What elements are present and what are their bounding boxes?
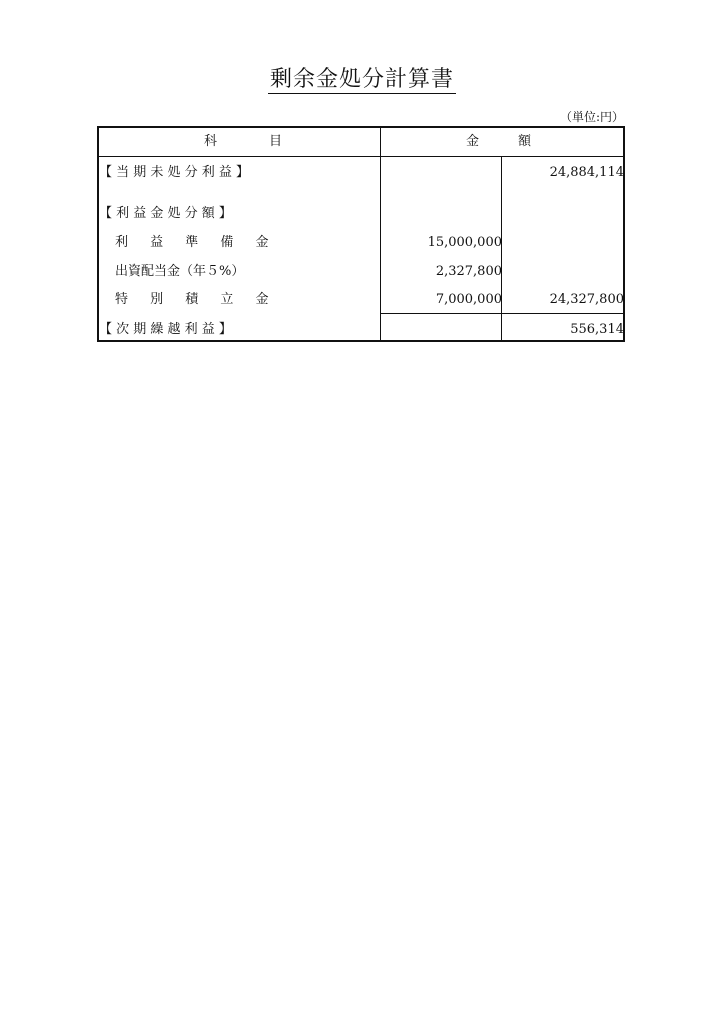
document-title [0, 62, 724, 93]
row-value-appropriation-total: 24,327,800 [549, 292, 624, 307]
row-label-legal-reserve: 利 益 準 備 金 [115, 235, 278, 250]
row-value-legal-reserve: 15,000,000 [427, 235, 502, 250]
subtotal-line [380, 313, 623, 314]
document-title-text: 剰余金処分計算書 [269, 67, 454, 92]
row-label-appropriation: 【 利 益 金 処 分 額 】 [99, 206, 232, 221]
row-label-carried-forward: 【 次 期 繰 越 利 益 】 [99, 322, 232, 337]
row-label-unappropriated-profit: 【 当 期 未 処 分 利 益 】 [99, 165, 250, 180]
header-subject: 科 目 [204, 134, 283, 149]
divider-subject-amount [380, 128, 381, 340]
row-label-special-reserve: 特 別 積 立 金 [115, 292, 278, 307]
surplus-table [97, 126, 625, 342]
row-value-unappropriated-profit: 24,884,114 [549, 165, 624, 180]
header-amount: 金 額 [466, 134, 532, 149]
row-label-dividend: 出資配当金（年５%） [115, 264, 245, 279]
row-value-carried-forward: 556,314 [570, 322, 624, 337]
row-value-dividend: 2,327,800 [435, 264, 502, 279]
header-bottom-line [99, 156, 623, 157]
row-value-special-reserve: 7,000,000 [435, 292, 502, 307]
unit-label: （単位:円） [559, 110, 624, 124]
